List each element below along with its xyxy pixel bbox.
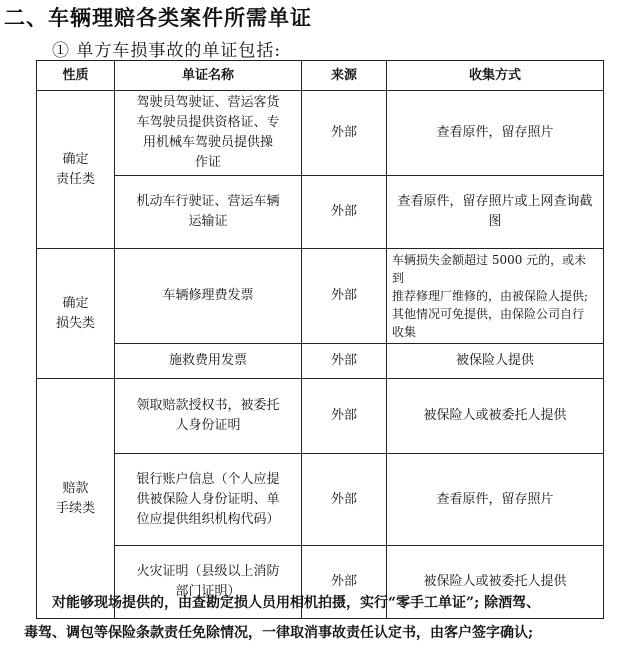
method-cell: 被保险人提供 <box>387 344 604 379</box>
table-row <box>37 249 604 344</box>
source-cell: 外部 <box>302 249 387 344</box>
source-cell: 外部 <box>302 344 387 379</box>
category-cell: 赔款 手续类 <box>37 379 115 619</box>
source-cell: 外部 <box>302 454 387 546</box>
table-row <box>37 379 604 454</box>
method-cell: 查看原件，留存照片 <box>387 91 604 176</box>
category-cell: 确定 损失类 <box>37 249 115 379</box>
source-cell: 外部 <box>302 91 387 176</box>
section-subheading: ① 单方车损事故的单证包括: <box>52 41 282 61</box>
documents-table <box>36 60 604 619</box>
method-cell: 被保险人或被委托人提供 <box>387 379 604 454</box>
table-header-row <box>37 61 604 91</box>
document-name-cell: 领取赔款授权书，被委托 人身份证明 <box>115 379 302 454</box>
table-row <box>37 454 604 546</box>
method-cell: 查看原件，留存照片 <box>387 454 604 546</box>
table-row <box>37 91 604 176</box>
footer-note-line-1: 对能够现场提供的，由查勘定损人员用相机拍摄，实行“零手工单证”; 除酒驾、 <box>52 595 541 611</box>
method-cell: 车辆损失金额超过 5000 元的，或未到 推荐修理厂维修的，由被保险人提供; 其他情况可免提供，由保险公司自行 收集 <box>387 249 604 344</box>
table-row <box>37 176 604 249</box>
method-cell: 被保险人或被委托人提供 <box>387 546 604 619</box>
header-nature: 性质 <box>37 61 115 91</box>
document-name-cell: 驾驶员驾驶证、营运客货 车驾驶员提供资格证、专 用机械车驾驶员提供操 作证 <box>115 91 302 176</box>
source-cell: 外部 <box>302 176 387 249</box>
document-name-cell: 银行账户信息（个人应提 供被保险人身份证明、单 位应提供组织机构代码） <box>115 454 302 546</box>
header-source: 来源 <box>302 61 387 91</box>
header-collection-method: 收集方式 <box>387 61 604 91</box>
method-cell: 查看原件，留存照片或上网查询截图 <box>387 176 604 249</box>
source-cell: 外部 <box>302 546 387 619</box>
source-cell: 外部 <box>302 379 387 454</box>
document-name-cell: 施救费用发票 <box>115 344 302 379</box>
footer-note-line-2: 毒驾、调包等保险条款责任免除情况，一律取消事故责任认定书，由客户签字确认; <box>24 625 534 641</box>
category-cell: 确定 责任类 <box>37 91 115 249</box>
table-row <box>37 344 604 379</box>
document-name-cell: 火灾证明（县级以上消防 部门证明） <box>115 546 302 619</box>
header-document-name: 单证名称 <box>115 61 302 91</box>
document-name-cell: 机动车行驶证、营运车辆 运输证 <box>115 176 302 249</box>
document-name-cell: 车辆修理费发票 <box>115 249 302 344</box>
page-heading: 二、车辆理赔各类案件所需单证 <box>4 6 312 30</box>
